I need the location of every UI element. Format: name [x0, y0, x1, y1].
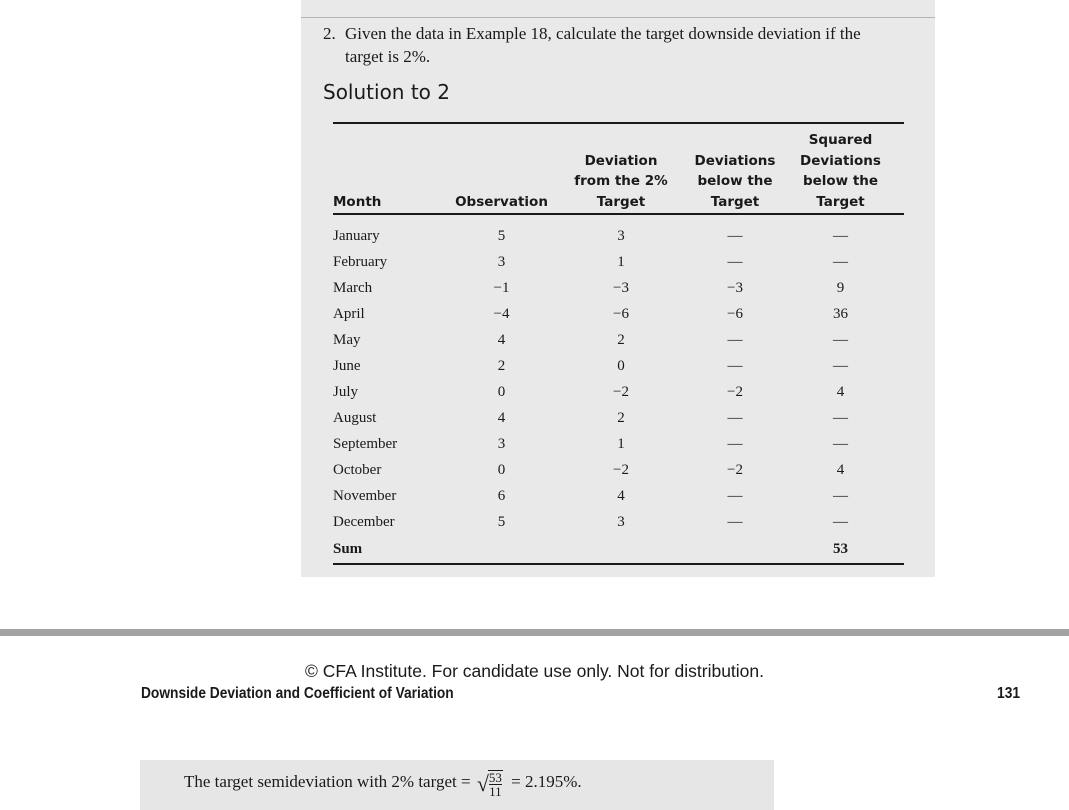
cell-observation: 3 — [497, 253, 506, 270]
cell-deviation: 3 — [617, 513, 625, 530]
formula-prefix: The target semideviation with 2% target = — [184, 772, 471, 791]
cell-month: November — [333, 487, 397, 504]
cell-squared: — — [833, 513, 848, 530]
cell-month: December — [333, 513, 395, 530]
cell-deviation: 2 — [617, 331, 625, 348]
deviation-table — [333, 122, 904, 565]
header-squared-line: Squared — [808, 132, 873, 148]
question-number: 2. — [323, 24, 336, 43]
cell-observation: 0 — [497, 461, 506, 478]
cell-observation: 4 — [497, 331, 506, 348]
page-separator-bar — [0, 629, 1069, 636]
sum-label: Sum — [333, 540, 363, 557]
cell-squared: — — [833, 331, 848, 348]
cell-observation: 5 — [497, 513, 506, 530]
header-below-line: Deviations — [694, 152, 776, 169]
header-deviations-below — [693, 123, 777, 214]
cell-deviation: 3 — [617, 227, 625, 244]
sum-empty-cell — [693, 535, 777, 564]
semideviation-formula — [184, 767, 582, 799]
header-below-line: below the — [697, 173, 773, 189]
cell-squared: 4 — [836, 461, 845, 478]
cell-below: −2 — [727, 383, 743, 400]
copyright-notice: © CFA Institute. For candidate use only. Not for distribution. — [304, 661, 765, 681]
square-root — [477, 768, 503, 799]
cell-squared: — — [833, 227, 848, 244]
cell-month: January — [333, 227, 380, 244]
question-line-2: target is 2%. — [345, 47, 431, 66]
cell-squared: — — [833, 409, 848, 426]
table-row — [333, 353, 904, 379]
table-row — [333, 457, 904, 483]
cell-deviation: 2 — [617, 409, 625, 426]
sum-empty-cell — [549, 535, 693, 564]
cell-deviation: 4 — [617, 487, 625, 504]
sum-value: 53 — [833, 540, 848, 557]
cell-observation: 6 — [497, 487, 506, 504]
cell-below: — — [727, 357, 743, 374]
cell-below: — — [727, 513, 743, 530]
cell-deviation: 1 — [617, 253, 625, 270]
cell-deviation: −2 — [613, 461, 629, 478]
table-row — [333, 275, 904, 301]
cell-squared: — — [833, 435, 848, 452]
formula-suffix: = 2.195%. — [511, 772, 582, 791]
cell-observation: 2 — [497, 357, 506, 374]
fraction-numerator: 53 — [488, 769, 502, 785]
cell-below: — — [727, 409, 743, 426]
radical-sign: √ — [476, 770, 489, 796]
cell-below: — — [727, 331, 743, 348]
top-rule — [301, 17, 935, 18]
table-row — [333, 214, 904, 249]
header-deviation — [549, 123, 693, 214]
header-observation: Observation — [454, 123, 549, 214]
table-row — [333, 379, 904, 405]
cell-month: July — [333, 383, 359, 400]
table-row — [333, 483, 904, 509]
running-head: Downside Deviation and Coefficient of Variation — [141, 685, 454, 702]
cell-below: — — [727, 487, 743, 504]
page-number: 131 — [997, 685, 1020, 702]
cell-deviation: 0 — [617, 357, 625, 374]
cell-month: April — [333, 305, 365, 322]
question-2 — [323, 22, 923, 68]
cell-month: March — [333, 279, 373, 296]
cell-below: −2 — [727, 461, 743, 478]
question-text-1: Given the data in Example 18, calculate the target downside deviation if the — [345, 24, 861, 43]
cell-squared: — — [833, 487, 848, 504]
cell-below: −6 — [727, 305, 743, 322]
table-row — [333, 327, 904, 353]
cell-observation: −4 — [493, 305, 510, 322]
cell-month: September — [333, 435, 398, 452]
table-row — [333, 405, 904, 431]
header-below-line: Target — [710, 193, 760, 210]
cell-deviation: 1 — [617, 435, 625, 452]
header-squared-line: Deviations — [800, 152, 881, 169]
cell-observation: 3 — [497, 435, 506, 452]
cell-below: −3 — [727, 279, 743, 296]
cell-month: February — [333, 253, 388, 270]
cell-month: May — [333, 331, 361, 348]
cell-month: October — [333, 461, 382, 478]
cell-below: — — [727, 435, 743, 452]
header-deviation-line: Target — [596, 193, 646, 210]
cell-month: August — [333, 409, 377, 426]
header-squared-line: below the — [802, 173, 879, 189]
sum-empty-cell — [454, 535, 549, 564]
cell-observation: 4 — [497, 409, 506, 426]
solution-heading: Solution to 2 — [323, 80, 450, 104]
cell-deviation: −3 — [613, 279, 629, 296]
header-month: Month — [333, 123, 454, 214]
cell-squared: 4 — [836, 383, 845, 400]
cell-squared: 9 — [836, 279, 845, 296]
cell-observation: −1 — [493, 279, 510, 296]
cell-squared: 36 — [833, 305, 848, 322]
header-deviation-line: Deviation — [584, 152, 658, 169]
cell-deviation: −2 — [613, 383, 629, 400]
question-line-1 — [323, 22, 923, 45]
table-header-row — [333, 123, 904, 214]
cell-below: — — [727, 253, 743, 270]
cell-deviation: −6 — [613, 305, 629, 322]
header-squared-deviations — [777, 123, 904, 214]
cell-below: — — [727, 227, 743, 244]
cell-squared: — — [833, 357, 848, 374]
fraction-denominator: 11 — [489, 783, 502, 799]
table-row — [333, 431, 904, 457]
cell-squared: — — [833, 253, 848, 270]
cell-month: June — [333, 357, 361, 374]
header-deviation-line: from the 2% — [574, 173, 668, 189]
table-row — [333, 249, 904, 275]
cell-observation: 5 — [497, 227, 506, 244]
table-body — [333, 214, 904, 564]
cell-observation: 0 — [497, 383, 506, 400]
header-squared-line: Target — [816, 193, 865, 210]
sum-row — [333, 535, 904, 564]
table-row — [333, 301, 904, 327]
table-row — [333, 509, 904, 535]
fraction — [488, 770, 503, 798]
